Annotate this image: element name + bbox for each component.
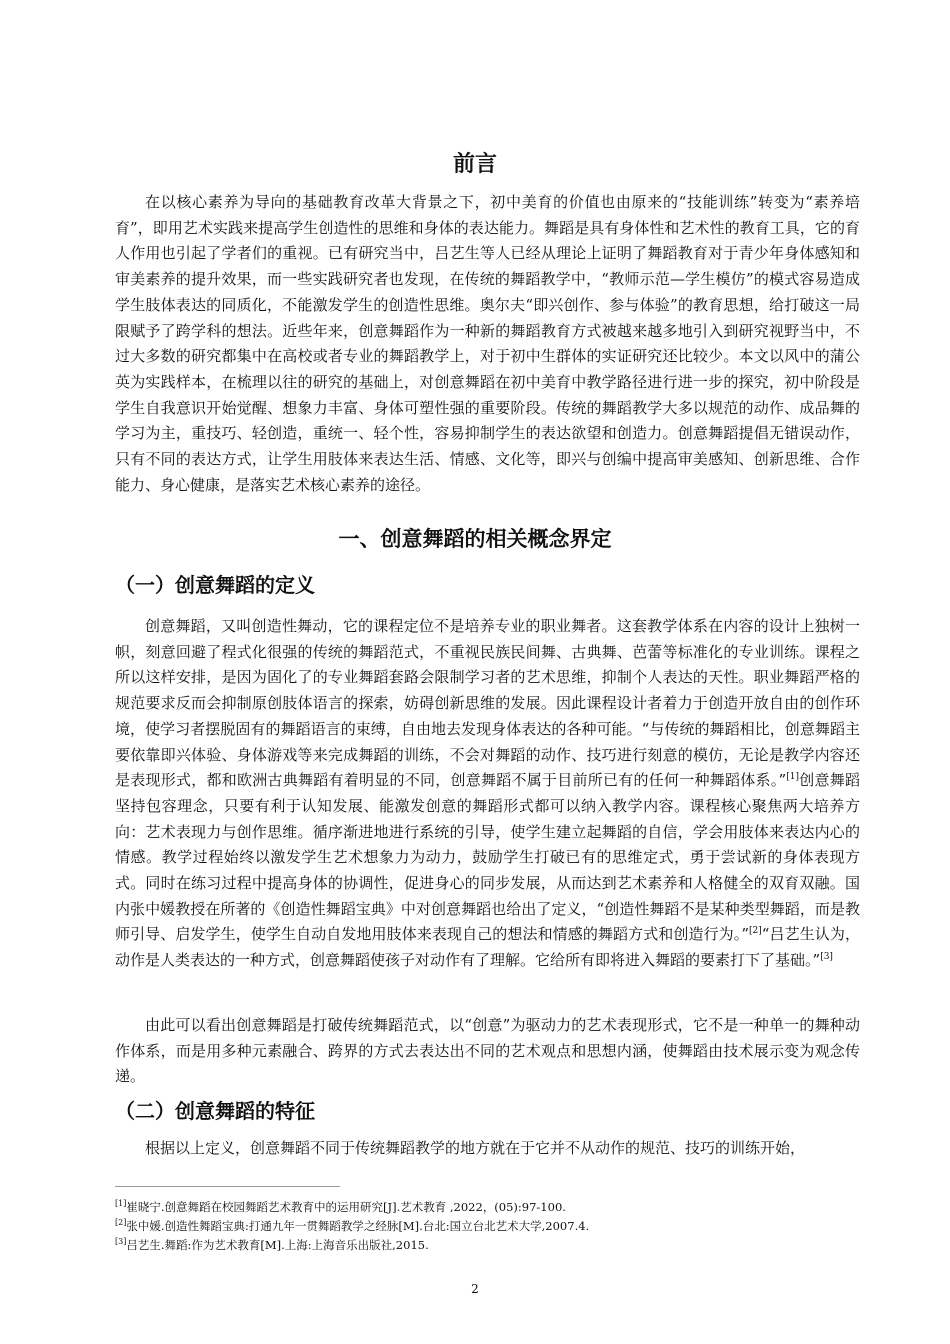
footnote-text: 崔晓宁.创意舞蹈在校园舞蹈艺术教育中的运用研究[J].艺术教育 ,2022，(05):97-100. [126,1200,566,1214]
footnote-mark: [3] [115,1237,127,1247]
preface-paragraph: 在以核心素养为导向的基础教育改革大背景之下，初中美育的价值也由原来的“技能训练”转变为“素养培育”，即用艺术实践来提高学生创造性的思维和身体的表达能力。舞蹈是具有身体性和艺术性的教育工具，它的育人作用也引起了学者们的重视。已有研究当中，吕艺生等人已经从理论上证明了舞蹈教育对于青少年身体感知和审美素养的提升效果，而一些实践研究者也发现，在传统的舞蹈教学中，“教师示范—学生模仿”的模式容易造成学生肢体表达的同质化，不能激发学生的创造性思维。奥尔夫“即兴创作、参与体验”的教育思想，给打破这一局限赋予了跨学科的想法。近些年来，创意舞蹈作为一种新的舞蹈教育方式被越来越多地引入到研究视野当中，不过大多数的研究都集中在高校或者专业的舞蹈教学上，对于初中生群体的实证研究还比较少。本文以风中的蒲公英为实践样本，在梳理以往的研究的基础上，对创意舞蹈在初中美育中教学路径进行进一步的探究，初中阶段是学生自我意识开始觉醒、想象力丰富、身体可塑性强的重要阶段。传统的舞蹈教学大多以规范的动作、成品舞的学习为主，重技巧、轻创造，重统一、轻个性，容易抑制学生的表达欲望和创造力。创意舞蹈提倡无错误动作，只有不同的表达方式，让学生用肢体来表达生活、情感、文化等，即兴与创编中提高审美感知、创新思维、合作能力、身心健康，是落实艺术核心素养的途径。 [115,193,860,494]
chapter-title: 一、创意舞蹈的相关概念界定 [338,527,612,551]
definition-text-a: 创意舞蹈，又叫创造性舞动，它的课程定位不是培养专业的职业舞者。这套教学体系在内容的设计上独树一帜，刻意回避了程式化很强的传统的舞蹈范式，不重视民族民间舞、古典舞、芭蕾等标准化的专业训练。课程之所以这样安排，是因为固化了的专业舞蹈套路会限制学习者的艺术思维，抑制个人表达的天性。职业舞蹈严格的规范要求反而会抑制原创肢体语言的探索，妨碍创新思维的发展。因此课程设计者着力于创造开放自由的创作环境，使学习者摆脱固有的舞蹈语言的束缚，自由地去发现身体表达的各种可能。“与传统的舞蹈相比，创意舞蹈主要依靠即兴体验、身体游戏等来完成舞蹈的训练，不会对舞蹈的动作、技巧进行刻意的模仿，无论是教学内容还是表现形式，都和欧洲古典舞蹈有着明显的不同，创意舞蹈不属于目前所已有的任何一种舞蹈体系。” [115,617,860,790]
preface-title: 前言 [452,152,497,177]
footnote-3 [115,1236,860,1255]
footnote-mark: [2] [115,1218,127,1228]
page-number: 2 [471,1282,479,1296]
footnote-ref-2: [2] [749,926,762,937]
section-title-features: （二）创意舞蹈的特征 [115,1099,315,1123]
features-paragraph: 根据以上定义，创意舞蹈不同于传统舞蹈教学的地方就在于它并不从动作的规范、技巧的训练开始， [145,1139,806,1157]
footnote-divider [115,1186,340,1187]
section-title-definition: （一）创意舞蹈的定义 [115,573,315,597]
definition-paragraph [115,614,860,974]
footnote-mark: [1] [115,1199,127,1209]
footnote-2 [115,1217,860,1236]
footnote-ref-3: [3] [820,952,833,963]
footnote-text: 张中媛.创造性舞蹈宝典:打通九年一贯舞蹈教学之经脉[M].台北:国立台北艺术大学,2007.4. [126,1219,590,1233]
footnote-ref-1: [1] [786,772,799,783]
definition-text-c: “吕艺生认为，动作是人类表达的一种方式，创意舞蹈使孩子对动作有了理解。它给所有即将进入舞蹈的要素打下了基础。” [115,925,860,970]
footnote-text: 吕艺生.舞蹈:作为艺术教育[M].上海:上海音乐出版社,2015. [126,1238,429,1252]
definition-text-b: 创意舞蹈坚持包容理念，只要有利于认知发展、能激发创意的舞蹈形式都可以纳入教学内容。课程核心聚焦两大培养方向：艺术表现力与创作思维。循序渐进地进行系统的引导，使学生建立起舞蹈的自信，学会用肢体来表达内心的情感。教学过程始终以激发学生艺术想象力为动力，鼓励学生打破已有的思维定式，勇于尝试新的身体表现方式。同时在练习过程中提高身体的协调性，促进身心的同步发展，从而达到艺术素养和人格健全的双育双融。国内张中媛教授在所著的《创造性舞蹈宝典》中对创意舞蹈也给出了定义，“创造性舞蹈不是某种类型舞蹈，而是教师引导、启发学生，使学生自动自发地用肢体来表现自己的想法和情感的舞蹈方式和创造行为。” [115,771,860,944]
summary-paragraph: 由此可以看出创意舞蹈是打破传统舞蹈范式，以“创意”为驱动力的艺术表现形式，它不是一种单一的舞种动作体系，而是用多种元素融合、跨界的方式去表达出不同的艺术观点和思想内涵，使舞蹈由技术展示变为观念传递。 [115,1016,860,1086]
footnotes [115,1198,860,1255]
footnote-1 [115,1198,860,1217]
